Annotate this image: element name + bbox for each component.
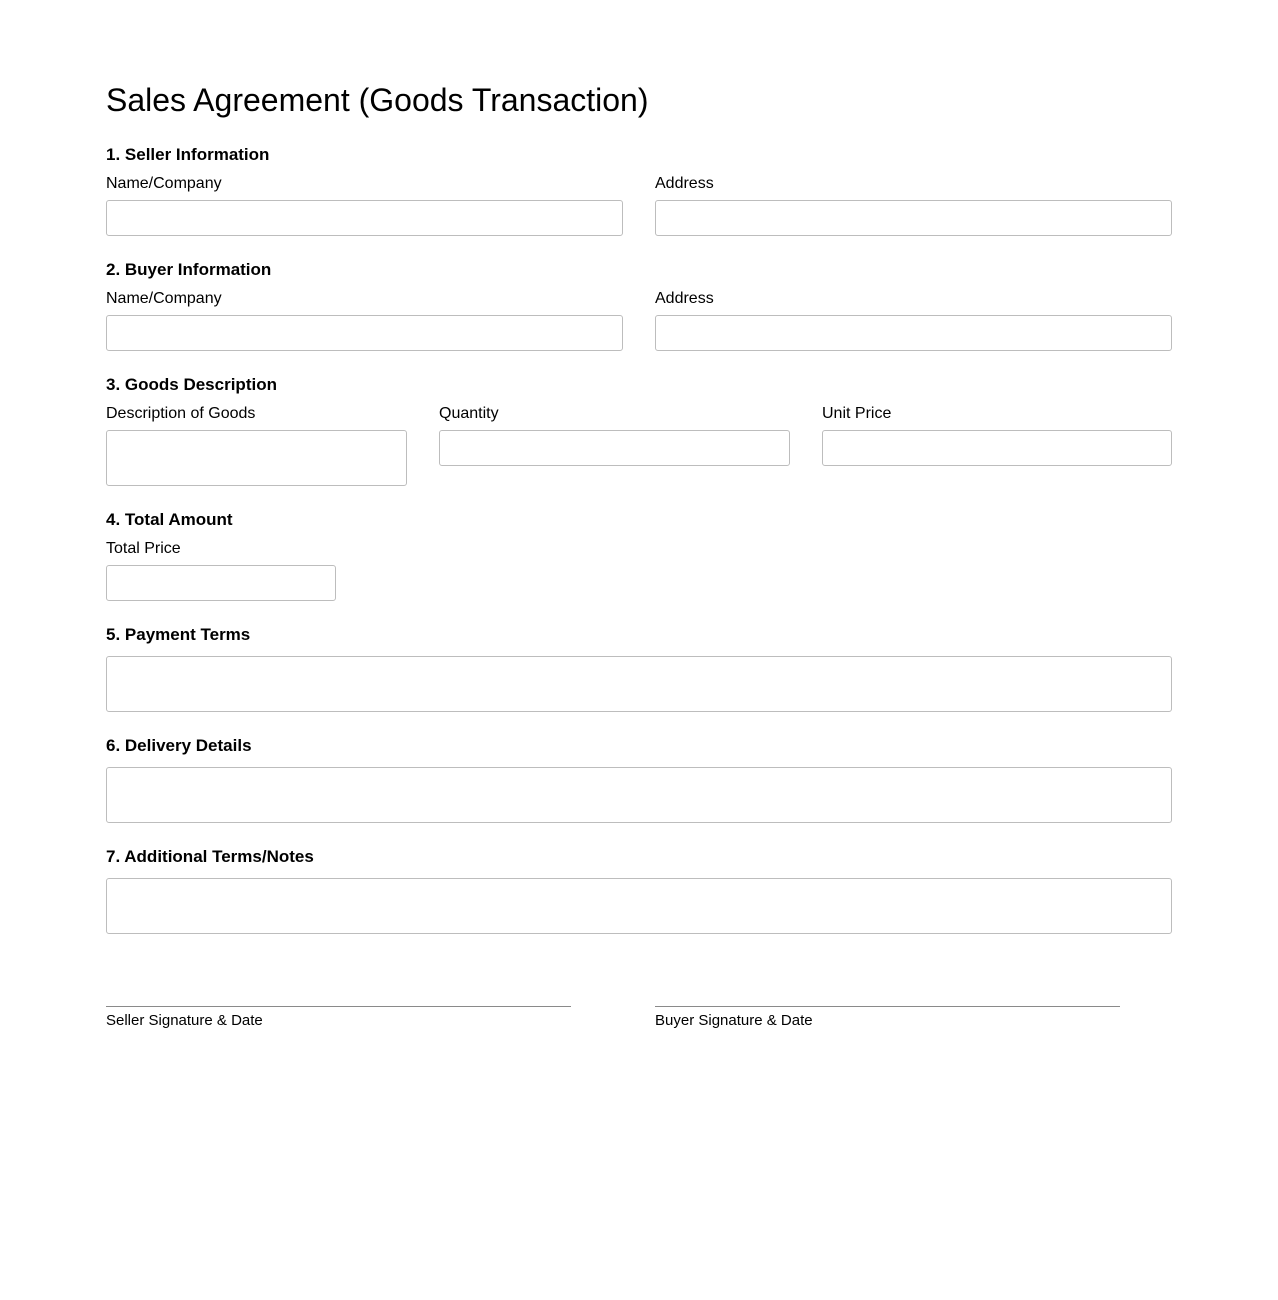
payment-heading: 5. Payment Terms — [106, 625, 251, 644]
payment-terms-input[interactable] — [106, 656, 1172, 712]
goods-heading: 3. Goods Description — [106, 375, 277, 394]
buyer-address-label: Address — [655, 290, 714, 307]
additional-terms-input[interactable] — [106, 878, 1172, 934]
delivery-heading: 6. Delivery Details — [106, 736, 252, 755]
buyer-name-label: Name/Company — [106, 290, 222, 307]
delivery-details-input[interactable] — [106, 767, 1172, 823]
additional-heading: 7. Additional Terms/Notes — [106, 847, 314, 866]
buyer-heading: 2. Buyer Information — [106, 260, 272, 279]
seller-address-input[interactable] — [655, 200, 1172, 236]
quantity-input[interactable] — [439, 430, 790, 466]
seller-signature-line — [106, 1006, 571, 1007]
goods-description-label: Description of Goods — [106, 405, 256, 422]
total-price-input[interactable] — [106, 565, 336, 601]
buyer-address-input[interactable] — [655, 315, 1172, 351]
buyer-signature-label: Buyer Signature & Date — [655, 1012, 813, 1029]
goods-description-input[interactable] — [106, 430, 407, 486]
seller-address-label: Address — [655, 175, 714, 192]
quantity-label: Quantity — [439, 405, 499, 422]
seller-name-input[interactable] — [106, 200, 623, 236]
seller-heading: 1. Seller Information — [106, 145, 270, 164]
buyer-signature-line — [655, 1006, 1120, 1007]
total-price-label: Total Price — [106, 540, 181, 557]
seller-signature-label: Seller Signature & Date — [106, 1012, 263, 1029]
unit-price-label: Unit Price — [822, 405, 892, 422]
total-heading: 4. Total Amount — [106, 510, 233, 529]
buyer-name-input[interactable] — [106, 315, 623, 351]
page-title: Sales Agreement (Goods Transaction) — [106, 82, 649, 118]
seller-name-label: Name/Company — [106, 175, 222, 192]
unit-price-input[interactable] — [822, 430, 1172, 466]
